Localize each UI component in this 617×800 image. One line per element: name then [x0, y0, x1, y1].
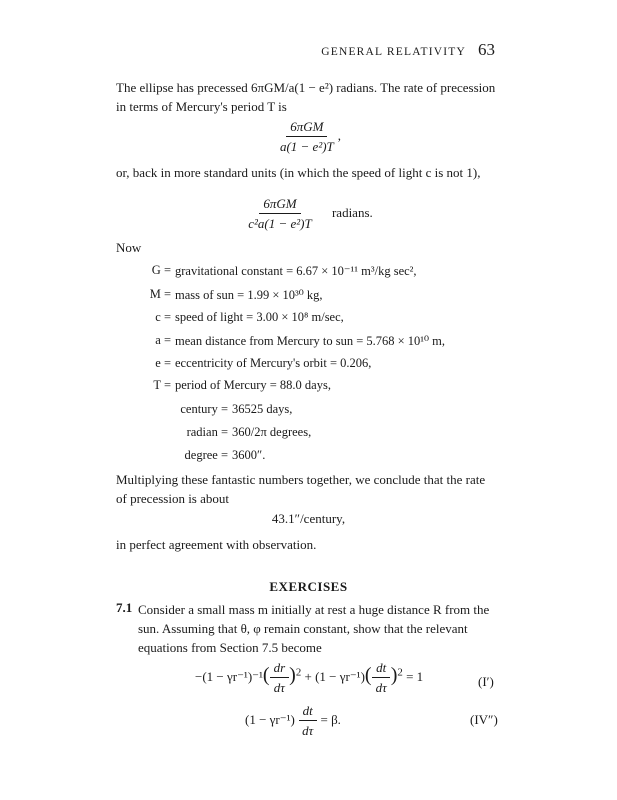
definition-line — [0, 402, 617, 420]
now-label: Now — [116, 240, 142, 255]
definition-value: 3600″. — [232, 448, 266, 462]
exercise-number: 7.1 — [116, 600, 133, 615]
fraction-numerator: dt — [299, 703, 317, 721]
fraction-numerator: dt — [372, 660, 390, 678]
definition-value: speed of light = 3.00 × 10⁸ m/sec, — [175, 310, 344, 324]
equation-middle: + (1 − γr⁻¹) — [304, 668, 365, 684]
definition-line — [0, 310, 617, 328]
equation-lead: −(1 − γr⁻¹)⁻¹ — [195, 668, 263, 684]
running-head: GENERAL RELATIVITY — [321, 46, 466, 58]
paragraph-agreement: in perfect agreement with observation. — [116, 537, 317, 552]
definition-value: mean distance from Mercury to sun = 5.768 × 10¹⁰ m, — [175, 334, 446, 348]
definition-line — [0, 263, 617, 281]
paragraph-multiplying: Multiplying these fantastic numbers together, we conclude that the rate of precession is about — [116, 472, 486, 506]
equation-lead: (1 − γr⁻¹) — [245, 711, 295, 727]
fraction — [244, 196, 316, 232]
definition-symbol: c = — [155, 310, 171, 324]
definition-value: 360/2π degrees, — [232, 425, 312, 439]
definition-line — [0, 448, 617, 466]
exercise-text: Consider a small mass m initially at rest a huge distance R from the sun. Assuming that θ, φ remain constant, show that the relevant equations from Section 7.5 become — [138, 602, 490, 655]
equation-rhs: = 1 — [406, 668, 424, 684]
definition-symbol: T = — [153, 378, 171, 392]
definition-symbol: G = — [151, 263, 171, 277]
definition-line — [0, 425, 617, 443]
equation-rate-standard-units — [0, 196, 617, 232]
equation-tag-I-prime: (I′) — [478, 674, 494, 689]
definition-symbol: radian = — [186, 425, 228, 439]
fraction-numerator: 6πGM — [259, 196, 300, 214]
definition-line — [0, 378, 617, 396]
equation-trail: radians. — [331, 204, 373, 220]
equation-I-prime: −(1 − γr⁻¹)⁻¹( $\frac{dr}{d\tau}$ )$^2$ + (1 − γr⁻¹)( $\frac{dt}{d\tau}$ )$^2$ = 1 — [195, 660, 424, 695]
definition-symbol: M = — [149, 287, 171, 301]
definition-value: gravitational constant = 6.67 × 10⁻¹¹ m³/kg sec², — [175, 264, 417, 278]
definition-value: eccentricity of Mercury's orbit = 0.206, — [175, 356, 372, 370]
paragraph-standard-units: or, back in more standard units (in which the speed of light c is not 1), — [116, 165, 481, 180]
fraction-dt-dtau — [372, 660, 391, 696]
fraction-denominator: dτ — [302, 723, 314, 738]
result-value: 43.1″/century, — [271, 511, 346, 526]
equation-tag-IV-double-prime: (IV″) — [470, 712, 498, 727]
fraction — [276, 119, 338, 155]
fraction-denominator: dτ — [273, 680, 285, 695]
equation-rhs: = β. — [320, 711, 341, 727]
exercises-heading: EXERCISES — [269, 579, 348, 594]
fraction-dr-dtau — [270, 660, 290, 696]
fraction-denominator: a(1 − e²)T — [279, 139, 334, 154]
definition-value: 36525 days, — [232, 402, 293, 416]
equation-rate-natural-units — [0, 119, 617, 155]
definition-symbol: a = — [155, 333, 171, 347]
definition-line — [0, 287, 617, 305]
page-number: 63 — [478, 40, 495, 59]
fraction-numerator: 6πGM — [286, 119, 327, 137]
fraction-dt-dtau — [298, 703, 317, 739]
fraction-denominator: dτ — [375, 680, 387, 695]
definition-symbol: century = — [180, 402, 228, 416]
fraction-numerator: dr — [270, 660, 290, 678]
definition-line — [0, 356, 617, 374]
definition-line — [0, 333, 617, 351]
equation-IV-double-prime — [245, 703, 341, 739]
definition-symbol: e = — [155, 356, 171, 370]
paragraph-precession: The ellipse has precessed 6πGM/a(1 − e²) radians. The rate of precession in terms of Mercury's period T is — [116, 80, 496, 114]
equation-trail: , — [337, 127, 342, 143]
definition-value: period of Mercury = 88.0 days, — [175, 378, 331, 392]
page-header — [321, 40, 495, 60]
fraction-denominator: c²a(1 − e²)T — [248, 216, 312, 231]
definition-symbol: degree = — [184, 448, 228, 462]
definition-value: mass of sun = 1.99 × 10³⁰ kg, — [175, 288, 323, 302]
